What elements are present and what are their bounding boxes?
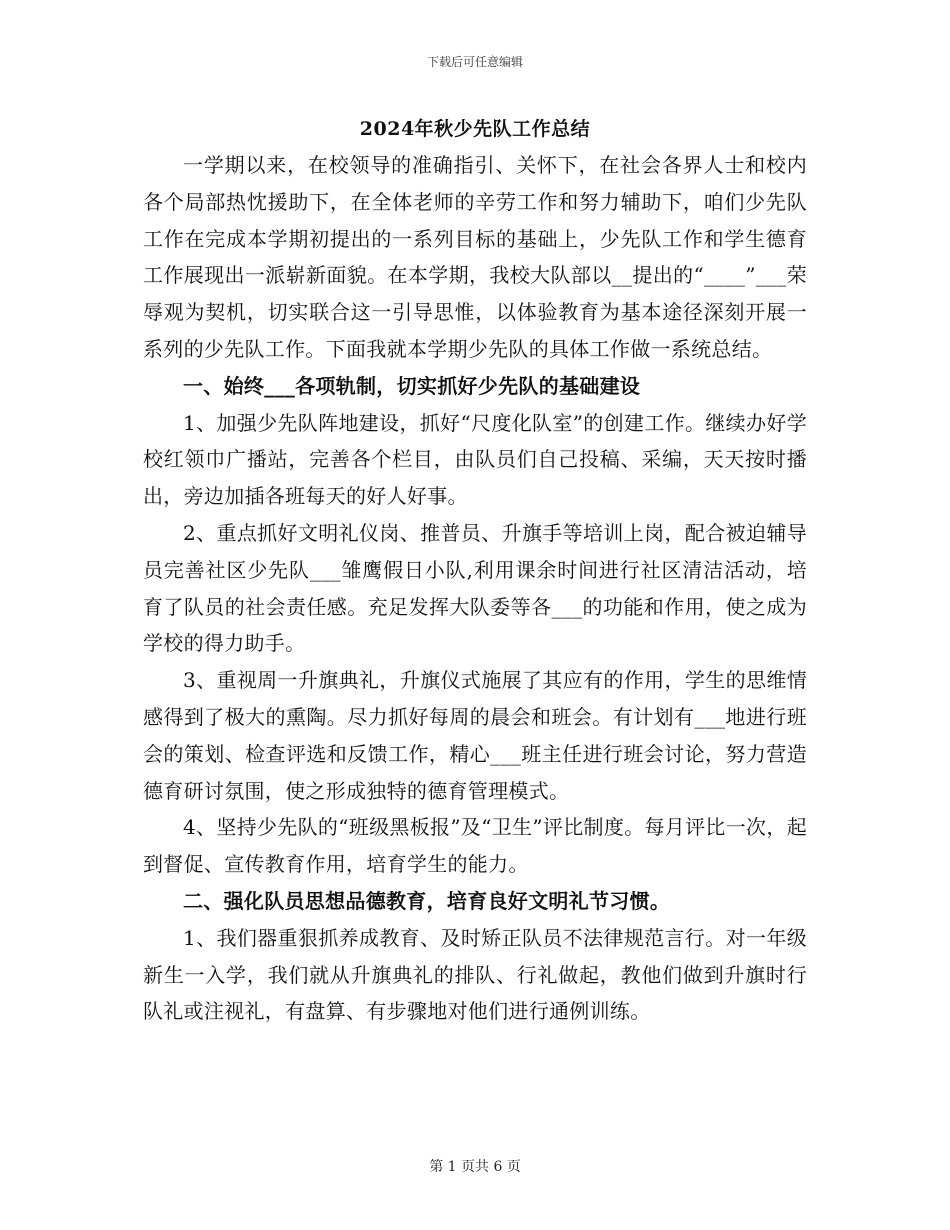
section-2-item-1: 1、我们器重狠抓养成教育、及时矫正队员不法律规范言行。对一年级新生一入学，我们就从升旗典礼的排队、行礼做起，教他们做到升旗时行队礼或注视礼，有盘算、有步骤地对他们进行通例训练。 xyxy=(143,925,807,1024)
section-1-item-2: 2、重点抓好文明礼仪岗、推普员、升旗手等培训上岗，配合被迫辅导员完善社区少先队___雏鹰假日小队,利用课余时间进行社区清洁活动，培育了队员的社会责任感。充足发挥大队委等各___的功能和作用，使之成为学校的得力助手。 xyxy=(143,520,807,656)
section-heading-1: 一、始终___各项轨制，切实抓好少先队的基础建设 xyxy=(183,373,641,398)
intro-paragraph: 一学期以来，在校领导的准确指引、关怀下，在社会各界人士和校内各个局部热忱援助下，在全体老师的辛劳工作和努力辅助下，咱们少先队工作在完成本学期初提出的一系列目标的基础上，少先队工作和学生德育工作展现出一派崭新面貌。在本学期，我校大队部以__提出的“____”___荣辱观为契机，切实联合这一引导思惟，以体验教育为基本途径深刻开展一系列的少先队工作。下面我就本学期少先队的具体工作做一系统总结。 xyxy=(143,153,807,361)
section-1-item-3: 3、重视周一升旗典礼，升旗仪式施展了其应有的作用，学生的思维情感得到了极大的熏陶。尽力抓好每周的晨会和班会。有计划有___地进行班会的策划、检查评选和反馈工作，精心___班主任进行班会讨论，努力营造德育研讨氛围，使之形成独特的德育管理模式。 xyxy=(143,668,807,803)
section-1-item-4: 4、坚持少先队的“班级黑板报”及“卫生”评比制度。每月评比一次，起到督促、宣传教育作用，培育学生的能力。 xyxy=(143,815,807,877)
page-header-note: 下载后可任意编辑 xyxy=(426,55,523,69)
document-title: 2024年秋少先队工作总结 xyxy=(359,118,591,140)
page-number: 第 1 页共 6 页 xyxy=(429,1159,521,1175)
section-heading-2: 二、强化队员思想品德教育，培育良好文明礼节习惯。 xyxy=(183,888,671,913)
document-body xyxy=(143,147,807,1030)
section-1-item-1: 1、加强少先队阵地建设，抓好“尺度化队室”的创建工作。继续办好学校红领巾广播站，完善各个栏目，由队员们自己投稿、采编，天天按时播出，旁边加插各班每天的好人好事。 xyxy=(143,410,807,509)
